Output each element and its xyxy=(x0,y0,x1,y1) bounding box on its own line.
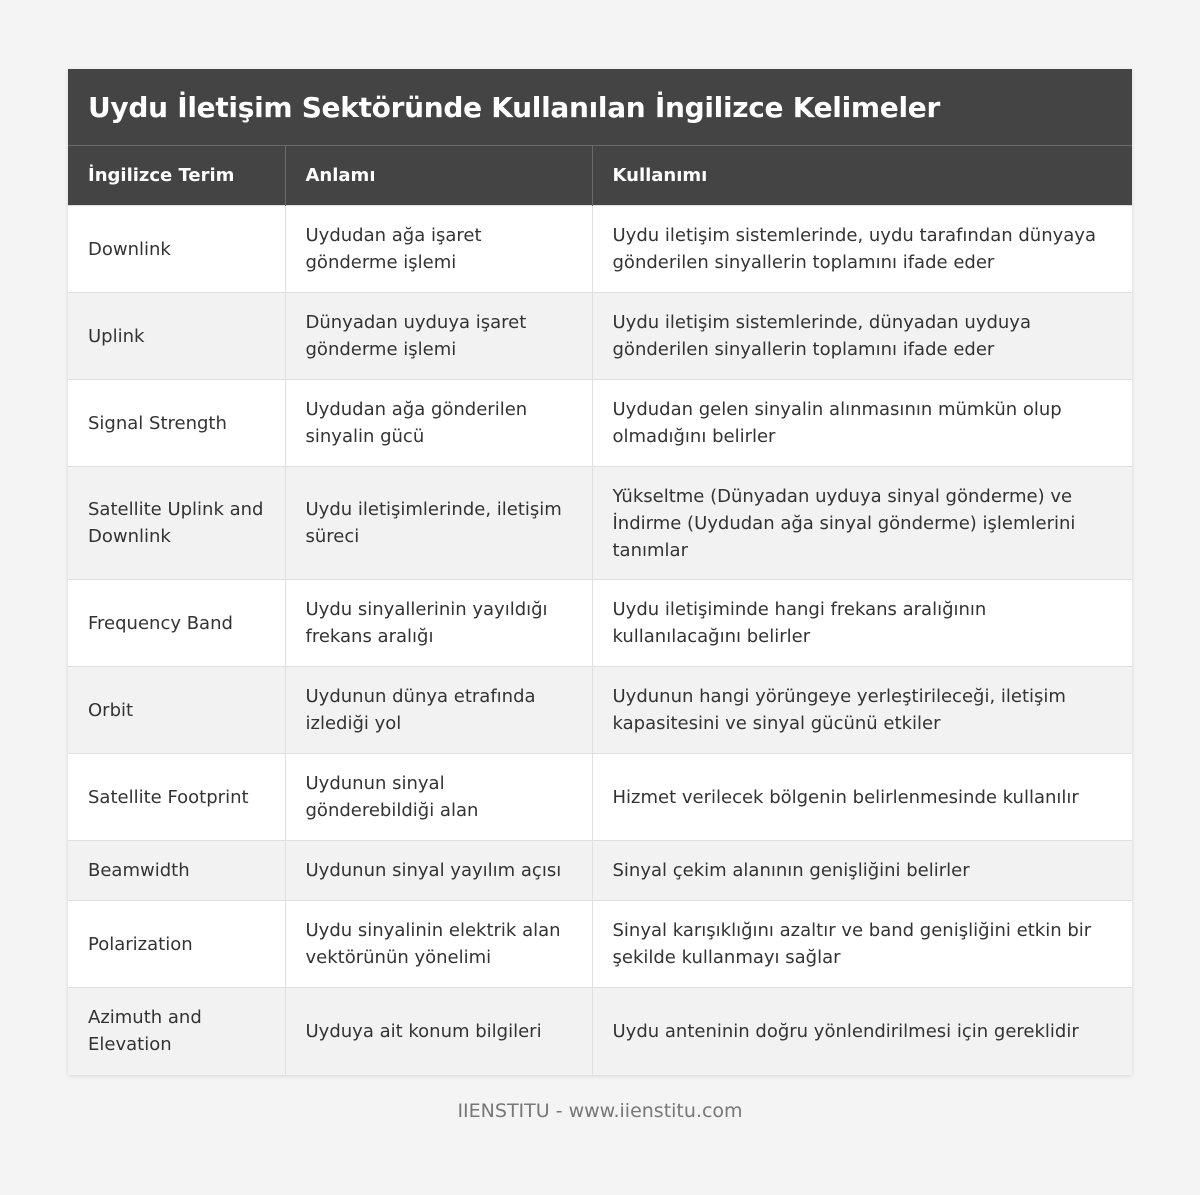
cell-meaning: Uyduya ait konum bilgileri xyxy=(285,988,592,1075)
table-row xyxy=(68,667,1132,754)
cell-term: Downlink xyxy=(68,206,285,293)
table-row xyxy=(68,580,1132,667)
cell-meaning: Uydu iletişimlerinde, iletişim süreci xyxy=(285,467,592,580)
table-row xyxy=(68,988,1132,1075)
title-bar xyxy=(68,69,1132,145)
cell-term: Satellite Footprint xyxy=(68,754,285,841)
footer-credit: IIENSTITU - www.iienstitu.com xyxy=(457,1100,743,1122)
cell-term: Signal Strength xyxy=(68,380,285,467)
cell-term: Uplink xyxy=(68,293,285,380)
terms-card xyxy=(68,69,1132,1075)
cell-meaning: Uydudan ağa işaret gönderme işlemi xyxy=(285,206,592,293)
cell-usage: Uydu iletişim sistemlerinde, uydu tarafından dünyaya gönderilen sinyallerin toplamını ifade eder xyxy=(592,206,1132,293)
cell-meaning: Uydunun sinyal gönderebildiği alan xyxy=(285,754,592,841)
table-row xyxy=(68,467,1132,580)
table-row xyxy=(68,293,1132,380)
cell-usage: Uydu anteninin doğru yönlendirilmesi için gereklidir xyxy=(592,988,1132,1075)
cell-term: Polarization xyxy=(68,901,285,988)
column-header-meaning: Anlamı xyxy=(285,146,592,206)
cell-usage: Yükseltme (Dünyadan uyduya sinyal gönderme) ve İndirme (Uydudan ağa sinyal gönderme) işlemlerini tanımlar xyxy=(592,467,1132,580)
cell-usage: Uydudan gelen sinyalin alınmasının mümkün olup olmadığını belirler xyxy=(592,380,1132,467)
cell-meaning: Uydunun sinyal yayılım açısı xyxy=(285,841,592,901)
cell-term: Frequency Band xyxy=(68,580,285,667)
column-header-usage: Kullanımı xyxy=(592,146,1132,206)
cell-meaning: Dünyadan uyduya işaret gönderme işlemi xyxy=(285,293,592,380)
cell-term: Azimuth and Elevation xyxy=(68,988,285,1075)
table-row xyxy=(68,901,1132,988)
cell-usage: Uydu iletişim sistemlerinde, dünyadan uyduya gönderilen sinyallerin toplamını ifade eder xyxy=(592,293,1132,380)
table-row xyxy=(68,380,1132,467)
terms-table xyxy=(68,145,1132,1075)
cell-meaning: Uydunun dünya etrafında izlediği yol xyxy=(285,667,592,754)
cell-meaning: Uydudan ağa gönderilen sinyalin gücü xyxy=(285,380,592,467)
page-title: Uydu İletişim Sektöründe Kullanılan İngilizce Kelimeler xyxy=(88,90,940,124)
table-header-row xyxy=(68,146,1132,206)
cell-meaning: Uydu sinyallerinin yayıldığı frekans aralığı xyxy=(285,580,592,667)
table-row xyxy=(68,206,1132,293)
cell-usage: Hizmet verilecek bölgenin belirlenmesinde kullanılır xyxy=(592,754,1132,841)
cell-usage: Sinyal karışıklığını azaltır ve band genişliğini etkin bir şekilde kullanmayı sağlar xyxy=(592,901,1132,988)
cell-term: Beamwidth xyxy=(68,841,285,901)
cell-term: Satellite Uplink and Downlink xyxy=(68,467,285,580)
cell-meaning: Uydu sinyalinin elektrik alan vektörünün yönelimi xyxy=(285,901,592,988)
column-header-term: İngilizce Terim xyxy=(68,146,285,206)
cell-usage: Uydunun hangi yörüngeye yerleştirileceği, iletişim kapasitesini ve sinyal gücünü etkiler xyxy=(592,667,1132,754)
cell-term: Orbit xyxy=(68,667,285,754)
table-row xyxy=(68,841,1132,901)
table-row xyxy=(68,754,1132,841)
cell-usage: Uydu iletişiminde hangi frekans aralığının kullanılacağını belirler xyxy=(592,580,1132,667)
cell-usage: Sinyal çekim alanının genişliğini belirler xyxy=(592,841,1132,901)
